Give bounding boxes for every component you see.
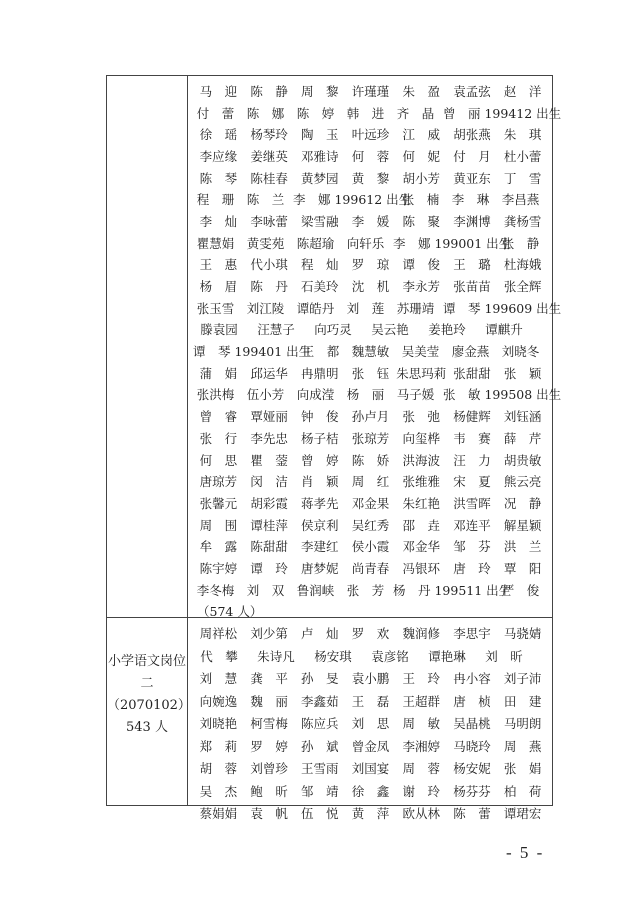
name-cell: 滕袁园: [200, 322, 238, 338]
name-cell: 曾 睿: [199, 409, 238, 425]
name-cell: 解星颖: [503, 517, 542, 533]
name-cell: 周 燕: [503, 738, 542, 754]
name-row: [193, 712, 548, 735]
name-cell: 周 敏: [402, 716, 440, 732]
name-cell: 孙卢月: [351, 409, 390, 425]
name-cell: 黄 萍: [351, 806, 390, 822]
position-label-line1: 小学语文岗位: [107, 654, 186, 669]
name-cell: 胡张燕: [453, 127, 491, 143]
name-cell: 郑 莉: [199, 738, 238, 754]
name-cell: 刘 慧: [199, 671, 238, 687]
name-cell: 刘江陵: [246, 300, 285, 316]
name-cell: 李思宇: [453, 626, 491, 642]
name-cell: 张 静: [501, 235, 540, 251]
name-cell: 田 建: [503, 693, 542, 709]
name-cell: 杜海娥: [503, 257, 542, 273]
name-cell: 张 楠: [401, 192, 440, 208]
name-cell: 王 磊: [351, 693, 390, 709]
name-cell: 赵 洋: [503, 83, 542, 99]
name-cell: 侯小霞: [351, 539, 390, 555]
name-cell: 邓金华: [402, 539, 440, 555]
name-cell: 杨安妮: [453, 761, 491, 777]
name-row: [193, 780, 548, 803]
name-cell: 齐 晶: [396, 105, 435, 121]
name-row: [193, 645, 548, 668]
section-1-names: [193, 80, 562, 623]
name-cell: 胡贵敏: [503, 452, 542, 468]
name-cell: 江 威: [402, 127, 440, 143]
name-row: [193, 757, 548, 780]
name-cell: 向轩乐: [346, 235, 385, 251]
name-row: [193, 188, 548, 210]
name-cell: 黄梦园: [301, 170, 339, 186]
name-cell: 陈桂春: [250, 170, 288, 186]
name-cell: 王 玲: [402, 671, 440, 687]
name-cell: 张甜甜: [453, 365, 491, 381]
name-cell: 刘国宴: [351, 761, 390, 777]
name-cell: 胡小芳: [402, 170, 440, 186]
name-cell: 邵 垚: [402, 517, 440, 533]
name-cell: 谭皓丹: [296, 300, 335, 316]
name-cell: 钟 俊: [301, 409, 339, 425]
name-cell: 张 弛: [402, 409, 440, 425]
name-row: [193, 802, 548, 825]
name-cell: 鲁润峡: [296, 582, 335, 598]
name-cell: 瞿慧娟: [196, 235, 235, 251]
name-cell: 马明朗: [503, 716, 542, 732]
name-cell: 向玺桦: [402, 430, 440, 446]
name-cell: 吴红秀: [351, 517, 390, 533]
name-cell: 李鑫茹: [301, 693, 339, 709]
name-row: [193, 210, 548, 232]
name-cell: 薛 芹: [503, 430, 542, 446]
name-cell: 吴 杰: [199, 783, 238, 799]
name-cell: 王超群: [402, 693, 440, 709]
name-cell: 陈超瑜: [296, 235, 335, 251]
name-cell: 谭艳琳: [428, 648, 466, 664]
name-cell: 廖金燕: [451, 344, 490, 360]
name-cell: 李 琳: [451, 192, 490, 208]
name-row: [193, 690, 548, 713]
name-cell: 胡彩霞: [250, 495, 288, 511]
name-row: [193, 102, 562, 124]
name-cell: 何 思: [199, 452, 238, 468]
name-cell: 柏 荷: [503, 783, 542, 799]
name-cell: 向成滢: [296, 387, 335, 403]
name-cell: 龚杨雪: [503, 213, 542, 229]
name-cell: 蒋孝先: [301, 495, 339, 511]
name-cell: 曾 婷: [301, 452, 339, 468]
name-cell: 陈 兰: [246, 192, 285, 208]
name-cell: 冯银环: [402, 560, 440, 576]
name-cell: 汪慧子: [257, 322, 295, 338]
name-cell: 刘 昕: [485, 648, 523, 664]
name-row: [193, 80, 548, 102]
name-cell: 张玉雪: [196, 300, 235, 316]
name-cell: 吴云艳: [371, 322, 409, 338]
name-row: [193, 232, 548, 254]
name-cell: 徐 瑶: [199, 127, 238, 143]
name-cell: 李永芳: [402, 279, 440, 295]
name-cell: 杨 眉: [199, 279, 238, 295]
name-cell: 张全辉: [503, 279, 542, 295]
name-cell: 张 行: [199, 430, 238, 446]
name-row: [193, 405, 548, 427]
name-cell: 李应缘: [199, 148, 238, 164]
name-cell: 陈 娜: [246, 105, 285, 121]
name-cell: 韩 进: [346, 105, 385, 121]
name-cell: 冉小容: [453, 671, 491, 687]
name-cell: 马晓玲: [453, 738, 491, 754]
name-cell: 孙 斌: [301, 738, 339, 754]
name-cell: 李 娜 199001 出生: [393, 235, 512, 251]
name-cell: 尚青春: [351, 560, 390, 576]
name-row: [193, 123, 548, 145]
name-cell: 孙 旻: [301, 671, 339, 687]
name-cell: 李 灿: [199, 213, 238, 229]
name-cell: 李 媛: [351, 213, 390, 229]
name-row: [193, 275, 548, 297]
name-cell: 洪 兰: [503, 539, 542, 555]
name-cell: 王 惠: [199, 257, 238, 273]
name-cell: 邓连平: [453, 517, 491, 533]
name-row: [193, 492, 548, 514]
name-cell: 李湘婷: [402, 738, 440, 754]
name-cell: 张 敏 199508 出生: [443, 387, 562, 403]
name-cell: 刘 双: [246, 582, 285, 598]
name-cell: 魏慧敏: [351, 344, 390, 360]
name-cell: 谭珺宏: [503, 806, 542, 822]
name-cell: 许瑾瑾: [351, 83, 390, 99]
name-cell: 杨子桔: [301, 430, 339, 446]
name-cell: 陈甜甜: [250, 539, 288, 555]
name-row: [193, 535, 548, 557]
name-cell: 蒲 娟: [199, 365, 238, 381]
name-cell: 马子媛: [396, 387, 435, 403]
name-cell: 徐 鑫: [351, 783, 390, 799]
name-cell: 王雪雨: [301, 761, 339, 777]
name-row: [193, 514, 548, 536]
name-cell: 付 月: [453, 148, 491, 164]
name-cell: 谭桂萍: [250, 517, 288, 533]
name-cell: 付 蕾: [196, 105, 235, 121]
name-cell: 刘钰涵: [503, 409, 542, 425]
name-cell: 刘 莲: [346, 300, 385, 316]
name-row: [193, 319, 548, 341]
name-cell: 张 钰: [351, 365, 390, 381]
name-cell: 王 璐: [453, 257, 491, 273]
name-row: [193, 470, 548, 492]
name-cell: 吴美莹: [401, 344, 440, 360]
name-cell: 刘曾珍: [250, 761, 288, 777]
name-cell: 袁彦铭: [371, 648, 409, 664]
name-cell: 洪雪晖: [453, 495, 491, 511]
name-cell: 谭 琴 199401 出生: [193, 344, 312, 360]
name-cell: 陈 蕾: [453, 806, 491, 822]
name-row: [193, 735, 548, 758]
name-cell: 袁 帆: [250, 806, 288, 822]
name-cell: 张 芳: [346, 582, 385, 598]
name-cell: 邹 芬: [453, 539, 491, 555]
name-cell: 周 黎: [301, 83, 339, 99]
name-cell: 吴晶桃: [453, 716, 491, 732]
name-cell: 陈 聚: [402, 213, 440, 229]
name-cell: 周祥松: [199, 626, 238, 642]
name-cell: 唐琼芳: [199, 474, 238, 490]
name-cell: 汪 力: [453, 452, 491, 468]
name-cell: 张苗苗: [453, 279, 491, 295]
name-cell: 李 娜 199612 出生: [293, 192, 412, 208]
name-cell: 唐 玲: [453, 560, 491, 576]
name-cell: 刘 思: [351, 716, 390, 732]
name-cell: 叶远珍: [351, 127, 390, 143]
name-cell: 罗 婷: [250, 738, 288, 754]
name-cell: 牟 露: [199, 539, 238, 555]
name-row: [193, 340, 548, 362]
name-row: [193, 362, 548, 384]
name-cell: 魏 丽: [250, 693, 288, 709]
name-cell: 邓金果: [351, 495, 390, 511]
name-row: [193, 427, 548, 449]
name-cell: 瞿 蓥: [250, 452, 288, 468]
name-cell: 黄 黎: [351, 170, 390, 186]
name-cell: 周 蓉: [402, 761, 440, 777]
name-cell: 龚 平: [250, 671, 288, 687]
name-cell: 朱 盈: [402, 83, 440, 99]
name-cell: 刘子沛: [503, 671, 542, 687]
name-cell: 李渊博: [453, 213, 491, 229]
name-cell: 张琼芳: [351, 430, 390, 446]
name-cell: 韦 赛: [453, 430, 491, 446]
name-cell: 李先忠: [250, 430, 288, 446]
name-cell: 刘晓冬: [501, 344, 540, 360]
name-cell: 熊云亮: [503, 474, 542, 490]
name-cell: 覃 阳: [503, 560, 542, 576]
name-cell: 谭麒升: [485, 322, 523, 338]
name-cell: 邱运华: [250, 365, 288, 381]
name-cell: 马骁婧: [503, 626, 542, 642]
name-cell: 梁雪融: [301, 213, 339, 229]
name-cell: 何 妮: [402, 148, 440, 164]
name-cell: 陈 娇: [351, 452, 390, 468]
name-row: [193, 167, 548, 189]
name-cell: 曾金凤: [351, 738, 390, 754]
column-divider: [187, 76, 188, 805]
name-cell: 陈 婷: [296, 105, 335, 121]
name-cell: 邓雅诗: [301, 148, 339, 164]
position-label-line3: 543 人: [126, 720, 168, 735]
name-row: [193, 145, 548, 167]
name-cell: 陈 静: [250, 83, 288, 99]
name-cell: 陈宇婷: [199, 560, 238, 576]
name-cell: 李咏蕾: [250, 213, 288, 229]
name-cell: 曾 丽 199412 出生: [443, 105, 562, 121]
name-list-table: [106, 75, 562, 822]
name-cell: 姜艳玲: [428, 322, 466, 338]
name-cell: 鲍 昕: [250, 783, 288, 799]
name-cell: 石美玲: [301, 279, 339, 295]
name-cell: 向婉逸: [199, 693, 238, 709]
name-cell: 李昌燕: [501, 192, 540, 208]
name-cell: 杨芬芬: [453, 783, 491, 799]
name-cell: 周 围: [199, 517, 238, 533]
name-row: [193, 449, 548, 471]
name-cell: 苏珊靖: [396, 300, 435, 316]
name-cell: 代小琪: [250, 257, 288, 273]
name-cell: 罗 欢: [351, 626, 390, 642]
name-cell: 马 迎: [199, 83, 238, 99]
name-cell: 袁孟弦: [453, 83, 491, 99]
name-cell: 冉鼎明: [301, 365, 339, 381]
name-cell: 罗 琼: [351, 257, 390, 273]
name-row: [193, 557, 548, 579]
name-cell: 闵 洁: [250, 474, 288, 490]
name-row: [193, 384, 562, 406]
name-cell: 肖 颖: [301, 474, 339, 490]
name-cell: 黄雯苑: [246, 235, 285, 251]
name-row: [193, 667, 548, 690]
name-cell: 柯雪梅: [250, 716, 288, 732]
name-cell: 洪海波: [402, 452, 440, 468]
name-row: [193, 297, 562, 319]
name-cell: 朱诗凡: [257, 648, 295, 664]
name-cell: 张洪梅: [196, 387, 235, 403]
name-cell: 严 俊: [501, 582, 540, 598]
name-cell: 伍 悦: [301, 806, 339, 822]
name-cell: 张馨元: [199, 495, 238, 511]
name-cell: 唐梦妮: [301, 560, 339, 576]
name-cell: 刘少第: [250, 626, 288, 642]
name-cell: 覃娅丽: [250, 409, 288, 425]
name-cell: 陈应兵: [301, 716, 339, 732]
name-cell: 周 红: [351, 474, 390, 490]
name-cell: 王 都: [301, 344, 340, 360]
name-cell: 刘晓艳: [199, 716, 238, 732]
name-cell: 李冬梅: [196, 582, 235, 598]
name-cell: 杨 丽: [346, 387, 385, 403]
name-cell: 姜继英: [250, 148, 288, 164]
name-cell: 蔡娟娟: [199, 806, 238, 822]
name-cell: 向巧灵: [314, 322, 352, 338]
name-cell: 丁 雪: [503, 170, 542, 186]
name-cell: 宋 夏: [453, 474, 491, 490]
name-cell: 张 颖: [503, 365, 542, 381]
name-cell: 张 娟: [503, 761, 542, 777]
name-cell: 朱红艳: [402, 495, 440, 511]
name-cell: 魏润修: [402, 626, 440, 642]
name-cell: 邹 靖: [301, 783, 339, 799]
name-cell: 陈 琴: [199, 170, 238, 186]
name-cell: 袁小鹏: [351, 671, 390, 687]
name-row: [193, 254, 548, 276]
name-cell: 侯京利: [301, 517, 339, 533]
page-number: - 5 -: [506, 843, 545, 862]
name-cell: 谭 玲: [250, 560, 288, 576]
name-cell: 张维雅: [402, 474, 440, 490]
name-cell: 唐 桢: [453, 693, 491, 709]
name-cell: 黄亚东: [453, 170, 491, 186]
name-cell: 杨健辉: [453, 409, 491, 425]
name-cell: 李建红: [301, 539, 339, 555]
name-cell: 沈 机: [351, 279, 390, 295]
name-cell: 杨安琪: [314, 648, 352, 664]
name-cell: 胡 蓉: [199, 761, 238, 777]
name-row: [193, 579, 548, 601]
name-cell: 杜小蕾: [503, 148, 542, 164]
name-cell: 欧从林: [402, 806, 440, 822]
name-cell: 谭 俊: [402, 257, 440, 273]
position-label: [107, 651, 191, 739]
name-cell: 谢 玲: [402, 783, 440, 799]
name-cell: 杨 丹 199511 出生: [393, 582, 512, 598]
name-cell: 谭 琴 199609 出生: [443, 300, 562, 316]
section-1-count: （574 人）: [197, 603, 263, 619]
name-cell: 杨琴玲: [250, 127, 288, 143]
name-cell: 伍小芳: [246, 387, 285, 403]
section-2-names: [193, 622, 548, 825]
name-cell: 况 静: [503, 495, 542, 511]
position-label-line2: 二（2070102）: [107, 676, 191, 713]
name-cell: 陶 玉: [301, 127, 339, 143]
name-cell: 朱思玛莉: [396, 365, 447, 381]
name-cell: 程 灿: [301, 257, 339, 273]
name-cell: 何 蓉: [351, 148, 390, 164]
name-cell: 朱 琪: [503, 127, 542, 143]
name-row: [193, 622, 548, 645]
name-cell: 陈 丹: [250, 279, 288, 295]
name-cell: 代 攀: [200, 648, 238, 664]
name-cell: 卢 灿: [301, 626, 339, 642]
name-cell: 程 珊: [196, 192, 235, 208]
